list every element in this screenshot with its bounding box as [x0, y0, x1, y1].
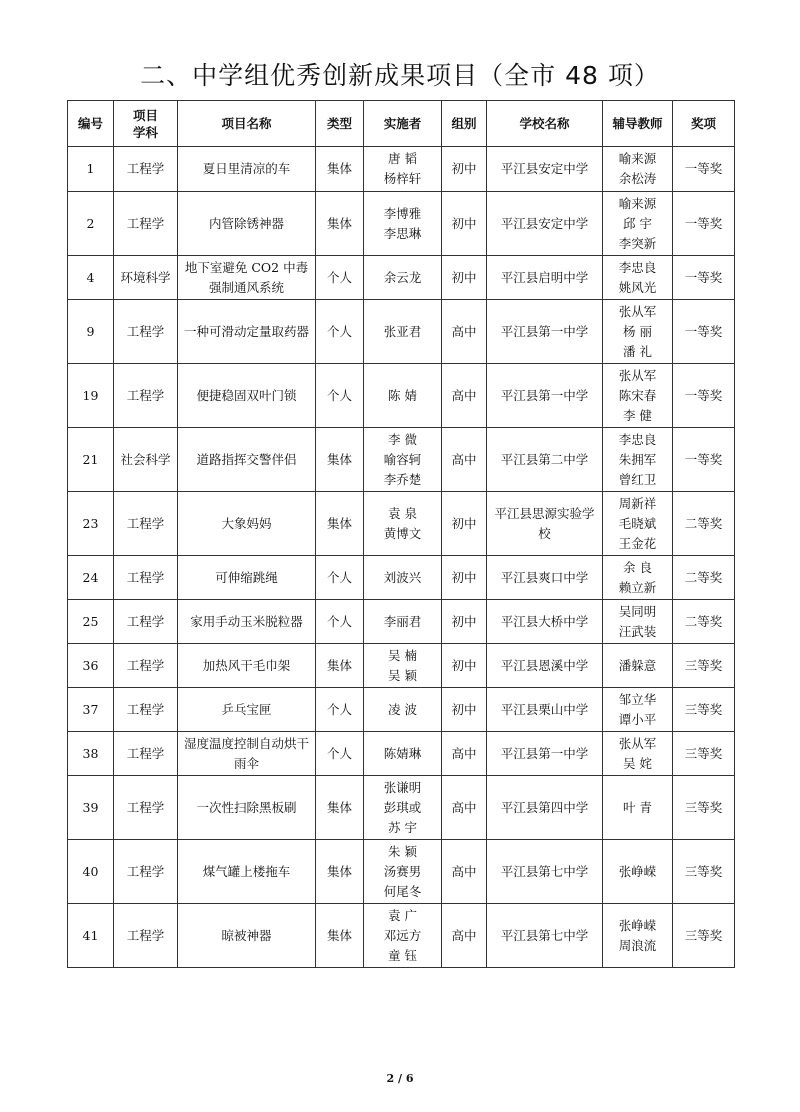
page-title: 二、中学组优秀创新成果项目（全市 48 项）	[140, 61, 660, 90]
cell-implementer	[364, 256, 442, 300]
cell-type: 集体	[316, 904, 364, 968]
cell-implementer-line: 李乔楚	[383, 471, 422, 487]
cell-teacher-line: 喻来源	[618, 151, 657, 166]
cell-award: 三等奖	[673, 840, 735, 904]
cell-group: 初中	[442, 644, 487, 688]
table-row	[68, 732, 735, 776]
cell-teacher-line: 李突新	[618, 235, 657, 251]
cell-award: 三等奖	[673, 732, 735, 776]
cell-award: 二等奖	[673, 600, 735, 644]
cell-teacher-line: 周浪流	[618, 937, 657, 953]
header-subject-text: 项目学科	[132, 107, 158, 140]
cell-subject: 环境科学	[114, 256, 178, 300]
cell-teacher-line: 杨 丽	[623, 323, 652, 339]
cell-implementer-line: 李丽君	[383, 613, 422, 629]
cell-award: 二等奖	[673, 556, 735, 600]
cell-teacher-line: 邹立华	[618, 691, 657, 707]
cell-no: 21	[68, 428, 114, 492]
cell-name: 晾被神器	[178, 904, 316, 968]
cell-name: 煤气罐上楼拖车	[178, 840, 316, 904]
cell-no: 38	[68, 732, 114, 776]
table-body	[68, 147, 735, 968]
cell-award: 一等奖	[673, 192, 735, 256]
cell-no: 4	[68, 256, 114, 300]
cell-subject: 工程学	[114, 776, 178, 840]
cell-award: 三等奖	[673, 688, 735, 732]
cell-type: 集体	[316, 492, 364, 556]
cell-name: 湿度温度控制自动烘干雨伞	[178, 732, 316, 776]
cell-school: 平江县安定中学	[487, 147, 603, 192]
cell-implementer-line: 吴 楠	[388, 647, 417, 663]
cell-no: 25	[68, 600, 114, 644]
cell-implementer-line: 李思琳	[383, 225, 422, 241]
cell-name: 夏日里清凉的车	[178, 147, 316, 192]
cell-implementer	[364, 192, 442, 256]
cell-type: 集体	[316, 840, 364, 904]
cell-teacher-line: 余 良	[623, 559, 652, 575]
cell-implementer-line: 李博雅	[383, 205, 422, 221]
cell-teacher-line: 曾红卫	[618, 471, 657, 487]
cell-teacher	[603, 732, 673, 776]
cell-type: 个人	[316, 688, 364, 732]
cell-type: 集体	[316, 776, 364, 840]
cell-teacher	[603, 428, 673, 492]
cell-type: 个人	[316, 732, 364, 776]
cell-name: 便捷稳固双叶门锁	[178, 364, 316, 428]
table-row	[68, 492, 735, 556]
cell-school: 平江县大桥中学	[487, 600, 603, 644]
cell-teacher-line: 王金花	[618, 535, 657, 551]
cell-teacher	[603, 556, 673, 600]
header-type: 类型	[316, 101, 364, 147]
table-row	[68, 600, 735, 644]
cell-name: 一次性扫除黑板刷	[178, 776, 316, 840]
cell-teacher	[603, 776, 673, 840]
cell-implementer	[364, 556, 442, 600]
cell-implementer-line: 余云龙	[383, 269, 422, 285]
cell-implementer	[364, 644, 442, 688]
cell-school: 平江县第一中学	[487, 732, 603, 776]
cell-group: 初中	[442, 556, 487, 600]
cell-no: 40	[68, 840, 114, 904]
cell-type: 集体	[316, 192, 364, 256]
cell-subject: 工程学	[114, 492, 178, 556]
header-school: 学校名称	[487, 101, 603, 147]
cell-award: 一等奖	[673, 364, 735, 428]
cell-type: 个人	[316, 300, 364, 364]
cell-teacher-line: 叶 青	[623, 799, 652, 815]
header-no: 编号	[68, 101, 114, 147]
cell-teacher-line: 李 健	[623, 407, 652, 423]
page-number: 2 / 6	[386, 1072, 414, 1085]
cell-group: 初中	[442, 147, 487, 192]
table-row	[68, 840, 735, 904]
cell-name: 内管除锈神器	[178, 192, 316, 256]
cell-school: 平江县第一中学	[487, 300, 603, 364]
cell-implementer	[364, 600, 442, 644]
cell-group: 初中	[442, 492, 487, 556]
cell-teacher-line: 张从军	[618, 303, 657, 319]
header-row	[68, 101, 735, 147]
cell-name: 地下室避免 CO2 中毒强制通风系统	[178, 256, 316, 300]
cell-group: 高中	[442, 364, 487, 428]
cell-subject: 工程学	[114, 732, 178, 776]
table-row	[68, 256, 735, 300]
table-row	[68, 428, 735, 492]
cell-teacher-line: 潘躲意	[618, 657, 657, 673]
cell-teacher-line: 姚风光	[618, 279, 657, 295]
cell-name: 乒乓宝匣	[178, 688, 316, 732]
header-group: 组别	[442, 101, 487, 147]
cell-implementer-line: 彭琪或	[383, 799, 422, 815]
cell-teacher-line: 张从军	[618, 735, 657, 751]
cell-award: 三等奖	[673, 904, 735, 968]
cell-no: 36	[68, 644, 114, 688]
cell-group: 高中	[442, 300, 487, 364]
cell-implementer	[364, 732, 442, 776]
cell-subject: 工程学	[114, 192, 178, 256]
cell-implementer-line: 汤赛男	[383, 863, 422, 879]
cell-teacher-line: 周新祥	[618, 495, 657, 511]
cell-teacher	[603, 300, 673, 364]
cell-name: 大象妈妈	[178, 492, 316, 556]
cell-teacher-line: 李忠良	[618, 259, 657, 275]
cell-type: 个人	[316, 556, 364, 600]
cell-award: 一等奖	[673, 256, 735, 300]
cell-no: 1	[68, 147, 114, 192]
table-row	[68, 688, 735, 732]
cell-type: 个人	[316, 364, 364, 428]
cell-subject: 社会科学	[114, 428, 178, 492]
cell-implementer-line: 袁 广	[388, 907, 417, 923]
header-name: 项目名称	[178, 101, 316, 147]
cell-teacher	[603, 364, 673, 428]
cell-teacher	[603, 904, 673, 968]
cell-subject: 工程学	[114, 147, 178, 192]
cell-implementer-line: 李 微	[388, 431, 417, 447]
cell-implementer	[364, 300, 442, 364]
cell-subject: 工程学	[114, 300, 178, 364]
cell-teacher-line: 张峥嵘	[618, 863, 657, 879]
cell-group: 初中	[442, 600, 487, 644]
cell-teacher-line: 余松涛	[618, 171, 657, 186]
cell-school: 平江县第二中学	[487, 428, 603, 492]
cell-group: 高中	[442, 904, 487, 968]
cell-subject: 工程学	[114, 904, 178, 968]
cell-no: 37	[68, 688, 114, 732]
cell-subject: 工程学	[114, 600, 178, 644]
cell-implementer-line: 陈 婧	[388, 387, 417, 403]
cell-name: 加热风干毛巾架	[178, 644, 316, 688]
cell-teacher-line: 邱 宇	[623, 215, 652, 231]
cell-implementer-line: 袁 泉	[388, 505, 417, 521]
cell-teacher	[603, 688, 673, 732]
cell-award: 一等奖	[673, 300, 735, 364]
cell-school: 平江县启明中学	[487, 256, 603, 300]
cell-school: 平江县第七中学	[487, 840, 603, 904]
cell-no: 39	[68, 776, 114, 840]
cell-implementer-line: 凌 波	[388, 701, 417, 717]
cell-school: 平江县第四中学	[487, 776, 603, 840]
cell-implementer-line: 张谦明	[383, 779, 422, 795]
cell-implementer-line: 邓远方	[383, 927, 422, 943]
cell-subject: 工程学	[114, 364, 178, 428]
cell-implementer-line: 刘波兴	[383, 569, 422, 585]
cell-implementer	[364, 492, 442, 556]
cell-no: 9	[68, 300, 114, 364]
cell-group: 初中	[442, 192, 487, 256]
cell-type: 集体	[316, 147, 364, 192]
cell-implementer-line: 陈婧琳	[383, 745, 422, 761]
cell-teacher-line: 李忠良	[618, 431, 657, 447]
cell-no: 24	[68, 556, 114, 600]
cell-implementer	[364, 364, 442, 428]
cell-no: 2	[68, 192, 114, 256]
cell-teacher-line: 陈宋春	[618, 387, 657, 403]
cell-award: 一等奖	[673, 147, 735, 192]
cell-subject: 工程学	[114, 556, 178, 600]
table-row	[68, 364, 735, 428]
cell-teacher-line: 赖立新	[618, 579, 657, 595]
cell-group: 高中	[442, 840, 487, 904]
cell-type: 个人	[316, 256, 364, 300]
table-row	[68, 300, 735, 364]
cell-implementer-line: 喻容轲	[383, 451, 422, 467]
cell-subject: 工程学	[114, 688, 178, 732]
cell-implementer-line: 何尾冬	[383, 883, 422, 899]
cell-award: 二等奖	[673, 492, 735, 556]
header-subject	[114, 101, 178, 147]
header-implementer: 实施者	[364, 101, 442, 147]
cell-implementer-line: 吴 颖	[388, 667, 417, 683]
table-row	[68, 776, 735, 840]
cell-award: 三等奖	[673, 644, 735, 688]
cell-teacher-line: 吴 姹	[623, 755, 652, 771]
cell-type: 个人	[316, 600, 364, 644]
header-teacher: 辅导教师	[603, 101, 673, 147]
header-award: 奖项	[673, 101, 735, 147]
cell-type: 集体	[316, 644, 364, 688]
cell-implementer	[364, 688, 442, 732]
cell-teacher	[603, 192, 673, 256]
cell-implementer-line: 唐 韬	[388, 151, 417, 166]
cell-teacher	[603, 256, 673, 300]
cell-teacher	[603, 147, 673, 192]
cell-group: 高中	[442, 776, 487, 840]
cell-implementer	[364, 428, 442, 492]
cell-name: 可伸缩跳绳	[178, 556, 316, 600]
cell-teacher-line: 吴同明	[618, 603, 657, 619]
cell-teacher-line: 汪武装	[618, 623, 657, 639]
cell-school: 平江县爽口中学	[487, 556, 603, 600]
cell-no: 23	[68, 492, 114, 556]
cell-award: 一等奖	[673, 428, 735, 492]
table-row	[68, 556, 735, 600]
cell-teacher-line: 毛晓斌	[618, 515, 657, 531]
cell-implementer	[364, 904, 442, 968]
cell-implementer-line: 苏 宇	[388, 819, 417, 835]
cell-no: 41	[68, 904, 114, 968]
cell-teacher-line: 朱拥军	[618, 451, 657, 467]
cell-group: 初中	[442, 688, 487, 732]
cell-type: 集体	[316, 428, 364, 492]
cell-school: 平江县栗山中学	[487, 688, 603, 732]
cell-teacher-line: 张从军	[618, 367, 657, 383]
cell-teacher	[603, 840, 673, 904]
table-row	[68, 147, 735, 192]
cell-group: 初中	[442, 256, 487, 300]
cell-school: 平江县思源实验学校	[487, 492, 603, 556]
cell-teacher-line: 潘 礼	[623, 343, 652, 359]
cell-teacher	[603, 644, 673, 688]
table-row	[68, 192, 735, 256]
cell-teacher-line: 喻来源	[618, 195, 657, 211]
cell-school: 平江县第七中学	[487, 904, 603, 968]
cell-school: 平江县第一中学	[487, 364, 603, 428]
cell-teacher-line: 谭小平	[618, 711, 657, 727]
cell-teacher	[603, 600, 673, 644]
cell-implementer	[364, 776, 442, 840]
cell-subject: 工程学	[114, 644, 178, 688]
table-row	[68, 644, 735, 688]
awards-table	[67, 100, 735, 968]
cell-name: 一种可滑动定量取药器	[178, 300, 316, 364]
cell-group: 高中	[442, 428, 487, 492]
table-row	[68, 904, 735, 968]
cell-name: 家用手动玉米脱粒器	[178, 600, 316, 644]
cell-no: 19	[68, 364, 114, 428]
cell-implementer-line: 童 钰	[388, 947, 417, 963]
cell-school: 平江县安定中学	[487, 192, 603, 256]
cell-implementer-line: 朱 颖	[388, 843, 417, 859]
cell-group: 高中	[442, 732, 487, 776]
cell-implementer-line: 黄博文	[383, 525, 422, 541]
cell-implementer	[364, 840, 442, 904]
cell-school: 平江县恩溪中学	[487, 644, 603, 688]
cell-name: 道路指挥交警伴侣	[178, 428, 316, 492]
cell-subject: 工程学	[114, 840, 178, 904]
cell-implementer	[364, 147, 442, 192]
cell-teacher-line: 张峥嵘	[618, 917, 657, 933]
cell-teacher	[603, 492, 673, 556]
cell-implementer-line: 张亚君	[383, 323, 422, 339]
cell-implementer-line: 杨梓轩	[383, 171, 422, 186]
cell-award: 三等奖	[673, 776, 735, 840]
